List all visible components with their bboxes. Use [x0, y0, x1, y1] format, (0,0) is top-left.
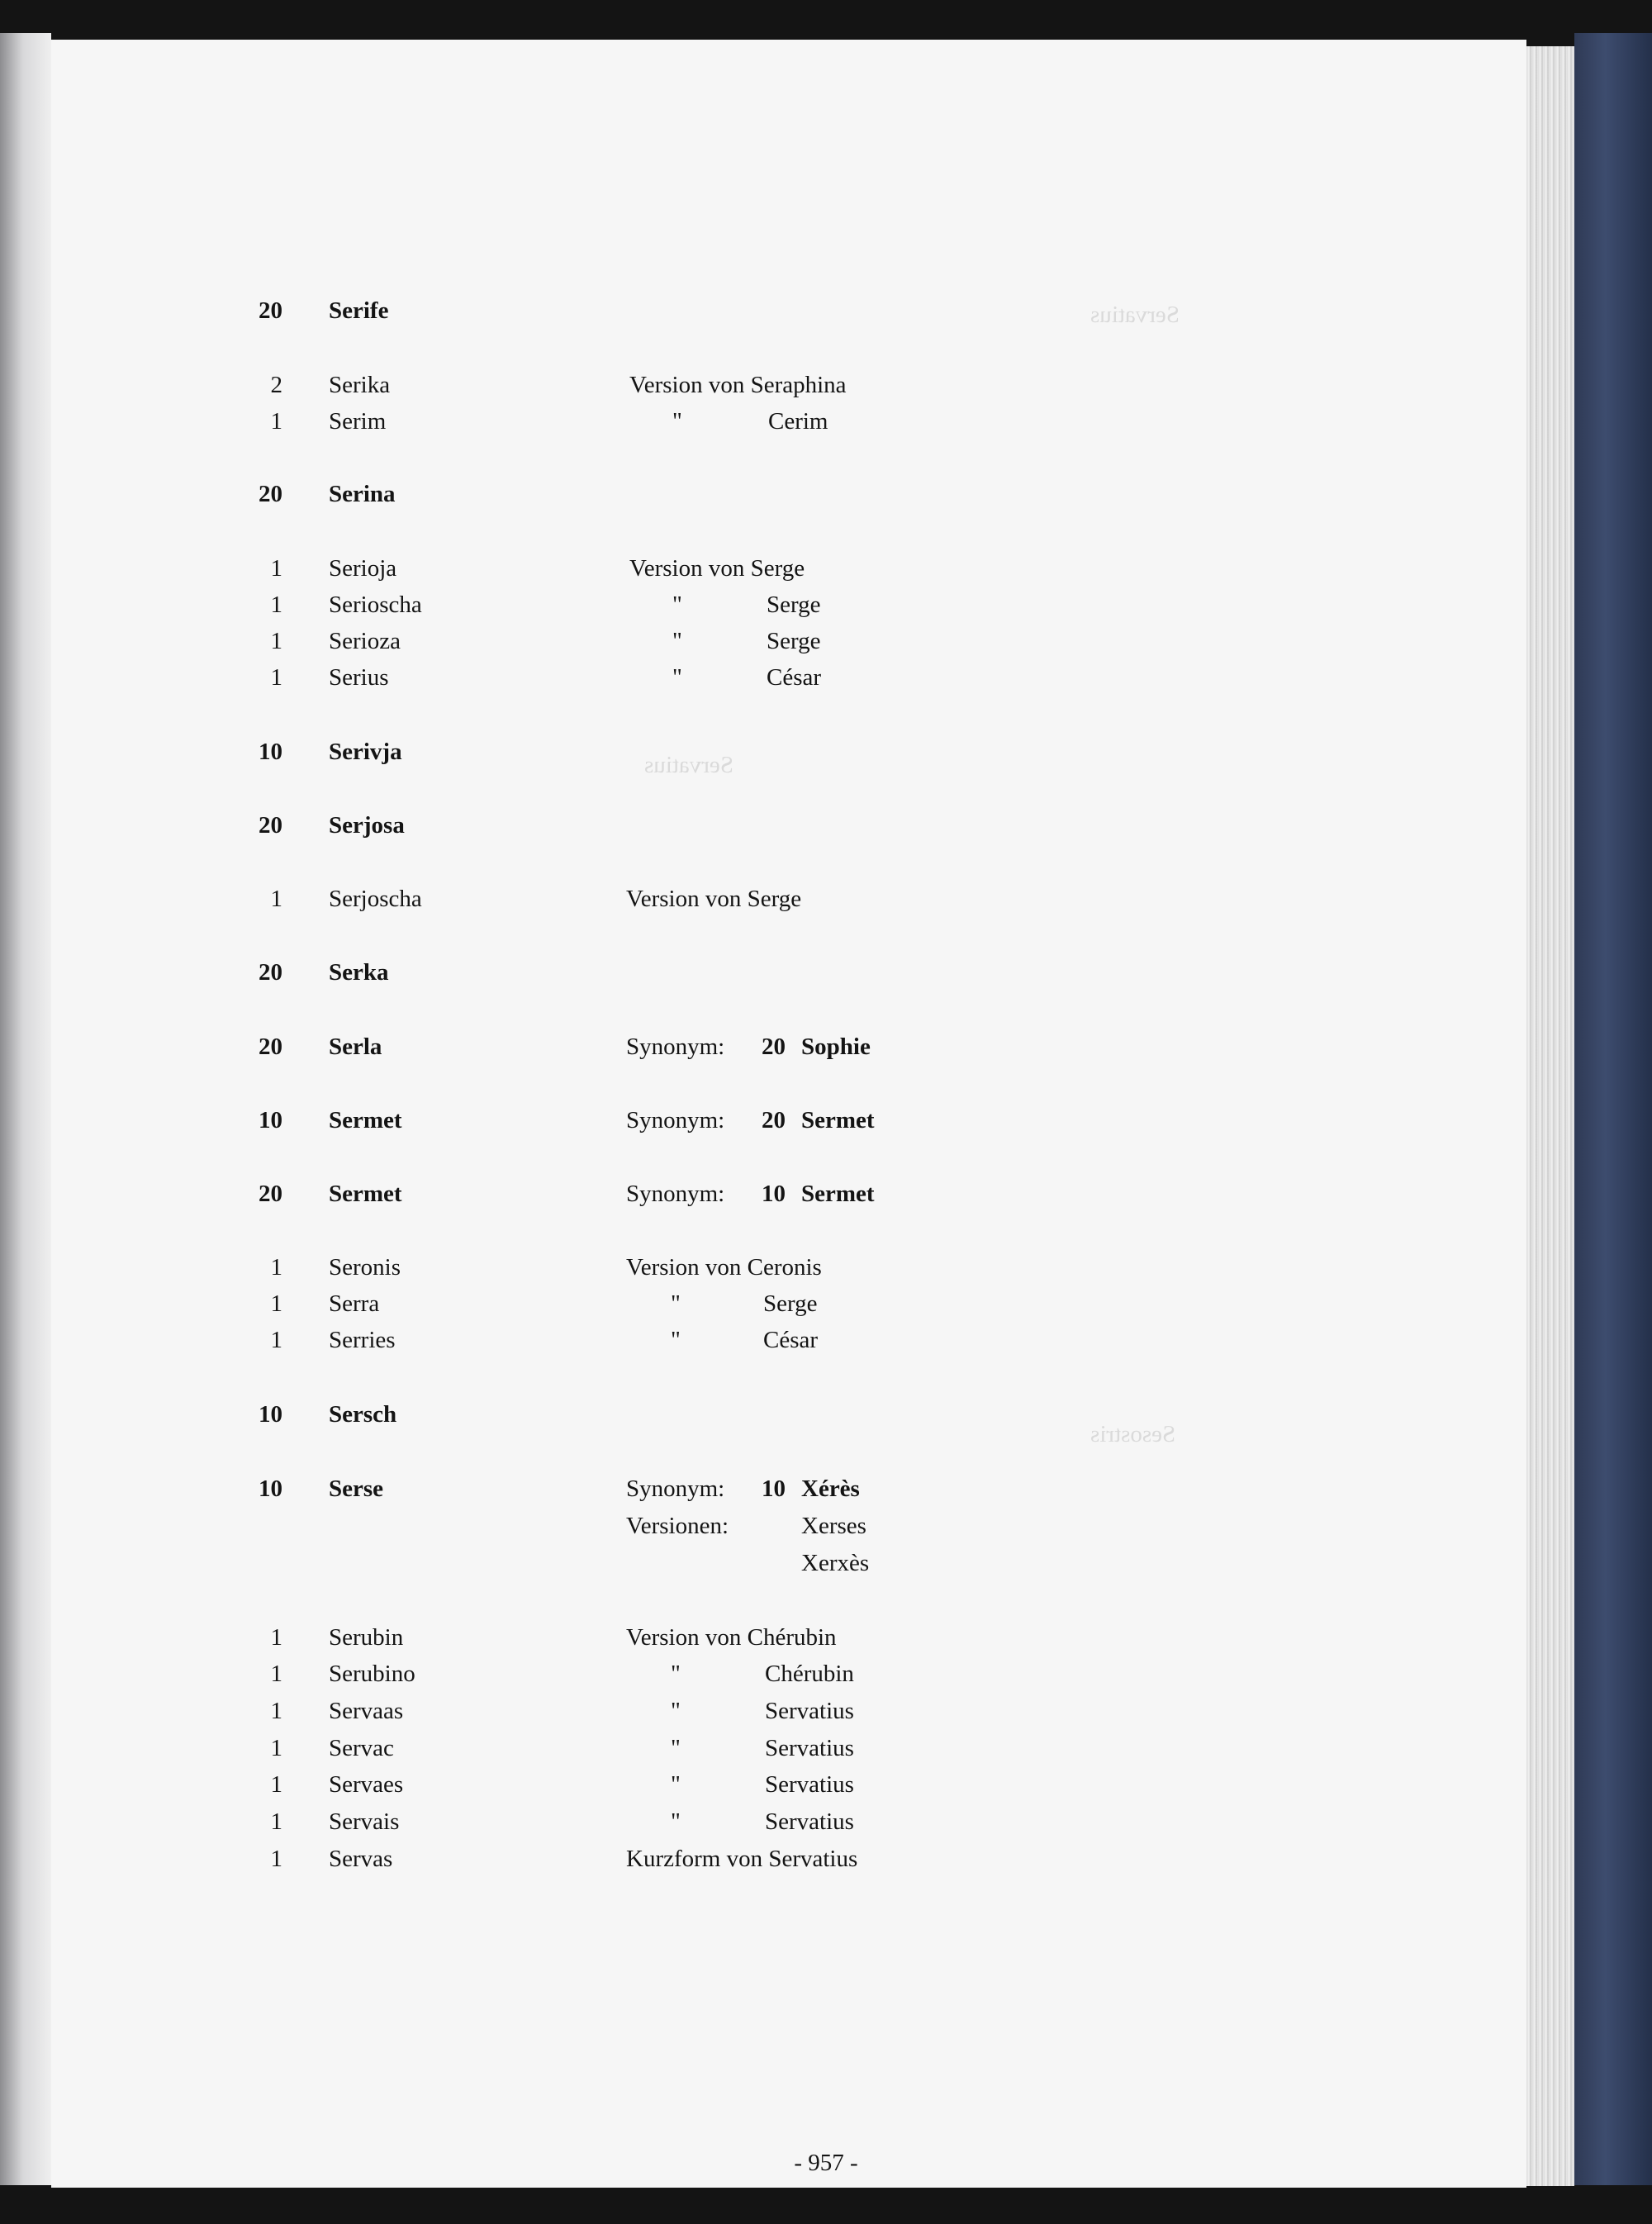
- synonym-name: Sermet: [801, 1107, 875, 1133]
- entry-number: 1: [270, 592, 282, 618]
- entry-ref: Serge: [763, 1290, 818, 1317]
- entry-name: Serla: [329, 1034, 382, 1060]
- entry-number: 1: [270, 628, 282, 654]
- ditto-mark: ": [671, 1698, 681, 1724]
- page-number: - 957 -: [794, 2150, 858, 2176]
- ditto-mark: ": [671, 1327, 681, 1353]
- entry-ref: Serge: [767, 592, 821, 618]
- entry-name: Serim: [329, 408, 387, 435]
- entry-ref: Cerim: [768, 408, 828, 435]
- synonym-number: 20: [762, 1034, 786, 1060]
- bleed-through-text: Sesostris: [1090, 1421, 1176, 1447]
- entry-ref: Servatius: [765, 1808, 854, 1835]
- entry-number: 10: [259, 1107, 282, 1133]
- entry-name: Serioza: [329, 628, 401, 654]
- bleed-through-text: Servatius: [644, 752, 733, 778]
- entry-number: 1: [270, 1771, 282, 1798]
- entry-note: Kurzform von Servatius: [626, 1846, 858, 1872]
- entry-ref: Xerxès: [801, 1550, 870, 1576]
- entry-name: Serse: [329, 1476, 384, 1502]
- entry-number: 10: [259, 739, 282, 765]
- bleed-through-text: Servatius: [1090, 302, 1180, 328]
- entry-ref: Servatius: [765, 1735, 854, 1761]
- entry-note: Version von Seraphina: [629, 372, 847, 398]
- entry-ref: César: [763, 1327, 819, 1353]
- entry-number: 10: [259, 1476, 282, 1502]
- entry-name: Sermet: [329, 1107, 402, 1133]
- synonym-label: Synonym:: [626, 1034, 725, 1060]
- entry-number: 1: [270, 1846, 282, 1872]
- entry-number: 1: [270, 1327, 282, 1353]
- entry-number: 1: [270, 1254, 282, 1281]
- entry-name: Servaas: [329, 1698, 404, 1724]
- synonym-number: 10: [762, 1181, 786, 1207]
- ditto-mark: ": [671, 1290, 681, 1317]
- synonym-label: Synonym:: [626, 1107, 725, 1133]
- synonym-name: Sophie: [801, 1034, 871, 1060]
- ditto-mark: ": [672, 408, 682, 435]
- synonym-name: Xérès: [801, 1476, 860, 1502]
- page-stack-edge: [1526, 46, 1574, 2186]
- entry-name: Serubino: [329, 1661, 415, 1687]
- entry-name: Sermet: [329, 1181, 402, 1207]
- entry-number: 1: [270, 1290, 282, 1317]
- ditto-mark: ": [671, 1808, 681, 1835]
- entry-note: Version von Ceronis: [626, 1254, 822, 1281]
- entry-name: Serina: [329, 481, 396, 507]
- entry-name: Serioja: [329, 555, 397, 582]
- entry-number: 1: [270, 886, 282, 912]
- entry-ref: Servatius: [765, 1771, 854, 1798]
- entry-number: 20: [259, 297, 282, 324]
- synonym-number: 20: [762, 1107, 786, 1133]
- entry-number: 1: [270, 1698, 282, 1724]
- entry-ref: Serge: [767, 628, 821, 654]
- entry-ref: Xerses: [801, 1513, 866, 1539]
- entry-name: Serubin: [329, 1624, 404, 1651]
- entry-number: 1: [270, 1808, 282, 1835]
- entry-number: 1: [270, 555, 282, 582]
- entry-name: Serjosa: [329, 812, 405, 839]
- ditto-mark: ": [671, 1735, 681, 1761]
- entry-number: 20: [259, 1181, 282, 1207]
- entry-name: Serife: [329, 297, 389, 324]
- entry-number: 2: [270, 372, 282, 398]
- entry-number: 1: [270, 1661, 282, 1687]
- versions-label: Versionen:: [626, 1513, 729, 1539]
- ditto-mark: ": [672, 664, 682, 691]
- entry-name: Serka: [329, 959, 389, 986]
- synonym-name: Sermet: [801, 1181, 875, 1207]
- ditto-mark: ": [672, 592, 682, 618]
- ditto-mark: ": [672, 628, 682, 654]
- entry-number: 1: [270, 664, 282, 691]
- synonym-label: Synonym:: [626, 1476, 725, 1502]
- entry-name: Servac: [329, 1735, 394, 1761]
- ditto-mark: ": [671, 1661, 681, 1687]
- entry-name: Serra: [329, 1290, 380, 1317]
- entry-ref: Servatius: [765, 1698, 854, 1724]
- entry-ref: Chérubin: [765, 1661, 854, 1687]
- entry-name: Servas: [329, 1846, 393, 1872]
- entry-ref: César: [767, 664, 822, 691]
- entry-number: 1: [270, 1624, 282, 1651]
- entry-number: 20: [259, 959, 282, 986]
- entry-name: Servais: [329, 1808, 400, 1835]
- entry-number: 20: [259, 812, 282, 839]
- entry-name: Serjoscha: [329, 886, 422, 912]
- entry-name: Seronis: [329, 1254, 401, 1281]
- entry-name: Serivja: [329, 739, 402, 765]
- entry-note: Version von Chérubin: [626, 1624, 837, 1651]
- entry-number: 10: [259, 1401, 282, 1428]
- entry-number: 1: [270, 1735, 282, 1761]
- synonym-number: 10: [762, 1476, 786, 1502]
- entry-name: Servaes: [329, 1771, 404, 1798]
- entry-name: Serius: [329, 664, 389, 691]
- entry-note: Version von Serge: [629, 555, 805, 582]
- entry-number: 20: [259, 1034, 282, 1060]
- left-page-edge: [0, 33, 51, 2185]
- entry-name: Sersch: [329, 1401, 397, 1428]
- book-cover: [1574, 33, 1652, 2185]
- entry-number: 20: [259, 481, 282, 507]
- ditto-mark: ": [671, 1771, 681, 1798]
- entry-note: Version von Serge: [626, 886, 802, 912]
- entry-name: Serika: [329, 372, 391, 398]
- entry-name: Serioscha: [329, 592, 422, 618]
- entry-name: Serries: [329, 1327, 396, 1353]
- synonym-label: Synonym:: [626, 1181, 725, 1207]
- entry-number: 1: [270, 408, 282, 435]
